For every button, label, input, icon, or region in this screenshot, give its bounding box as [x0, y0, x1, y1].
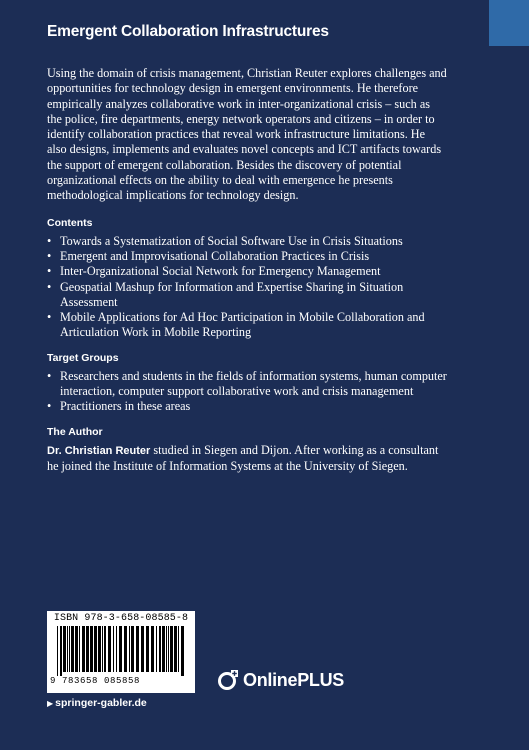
publisher-url: springer-gabler.de	[55, 697, 147, 709]
book-title: Emergent Collaboration Infrastructures	[47, 23, 329, 40]
barcode-bar	[159, 626, 161, 672]
back-cover-text	[47, 22, 447, 474]
bullet: •	[47, 233, 52, 248]
list-item: • Practitioners in these areas	[47, 399, 191, 414]
list-item: • Emergent and Improvisational Collaboration Practices in Crisis	[47, 248, 370, 263]
isbn-barcode	[47, 611, 195, 693]
barcode-bar	[60, 626, 62, 676]
barcode-bar	[79, 626, 80, 672]
barcode-bar	[162, 626, 165, 672]
author-name: Dr. Christian Reuter	[47, 444, 151, 457]
contents-list	[47, 234, 447, 341]
barcode-bar	[124, 626, 127, 672]
target-groups-list	[47, 369, 447, 415]
bullet: •	[47, 310, 52, 325]
barcode-bar	[98, 626, 101, 672]
bullet: •	[47, 279, 52, 294]
list-item: • Mobile Applications for Ad Hoc Participation in Mobile Collaboration and Articulation Work in Mobile Reporting	[47, 310, 425, 340]
barcode-bar	[131, 626, 134, 672]
barcode-bar	[156, 626, 157, 672]
publisher-link[interactable]	[47, 697, 147, 709]
barcode-bar	[82, 626, 85, 672]
barcode-bar	[151, 626, 154, 672]
author-bio-text: studied in Siegen and Dijon. After working as a consultant he joined the Institute of Information Systems at the University of Siegen.	[47, 442, 439, 473]
barcode-bar	[71, 626, 74, 672]
barcode-bar	[178, 626, 179, 672]
barcode-bar	[67, 626, 68, 672]
barcode-bars	[53, 626, 189, 676]
barcode-bar	[119, 626, 122, 672]
arrow-right-icon: ▶	[47, 699, 54, 708]
barcode-bar	[116, 626, 117, 672]
onlineplus-logo-icon	[217, 669, 239, 691]
bullet: •	[47, 264, 52, 279]
barcode-bar	[136, 626, 139, 672]
barcode-bar	[108, 626, 111, 672]
bullet: •	[47, 399, 52, 414]
list-item: • Inter-Organizational Social Network for Emergency Management	[47, 264, 381, 279]
list-item: • Geospatial Mashup for Information and Expertise Sharing in Situation Assessment	[47, 279, 404, 309]
intro-paragraph: Using the domain of crisis management, Christian Reuter explores challenges and opportunities for technology design in emergent environments. He therefore empirically analyzes collaborative work in inter-organizational crisis – such as the police, fire departments, energy network operators and citizens – in order to identify collaboration practices that reveal work infrastructure limitations. He also designs, implements and evaluates novel concepts and ICT artifacts towards the support of emergent collaboration. Besides the discovery of potential organizational effects on the ability to deal with emergence he presents methodological implications for technology design.	[47, 66, 447, 203]
barcode-bar	[75, 626, 78, 672]
barcode-bar	[69, 626, 70, 672]
barcode-digits: 9 783658 085858	[50, 676, 141, 686]
barcode-bar	[102, 626, 103, 672]
bullet: •	[47, 248, 52, 263]
author-heading: The Author	[47, 425, 103, 438]
list-item: • Towards a Systematization of Social Software Use in Crisis Situations	[47, 233, 403, 248]
barcode-bar	[63, 626, 66, 672]
barcode-bar	[141, 626, 144, 672]
barcode-bar	[104, 626, 106, 672]
barcode-bar	[90, 626, 93, 672]
list-item: • Researchers and students in the fields of information systems, human computer interaction, computer support collaborative work and crisis management	[47, 368, 447, 399]
target-groups-heading: Target Groups	[47, 351, 119, 364]
accent-bar	[489, 0, 529, 46]
barcode-bar	[129, 626, 130, 672]
isbn-number: ISBN 978-3-658-08585-8	[53, 613, 189, 624]
barcode-bar	[57, 626, 58, 676]
barcode-bar	[181, 626, 184, 676]
onlineplus-logo	[217, 669, 344, 691]
barcode-bar	[168, 626, 169, 672]
barcode-bar	[86, 626, 89, 672]
barcode-bar	[94, 626, 97, 672]
barcode-bar	[113, 626, 114, 672]
author-bio	[47, 443, 447, 475]
barcode-bar	[170, 626, 173, 672]
barcode-bar	[174, 626, 177, 672]
barcode-bar	[166, 626, 167, 672]
bullet: •	[47, 368, 52, 383]
onlineplus-logo-text: OnlinePLUS	[243, 669, 345, 690]
contents-heading: Contents	[47, 216, 93, 229]
barcode-bar	[146, 626, 149, 672]
